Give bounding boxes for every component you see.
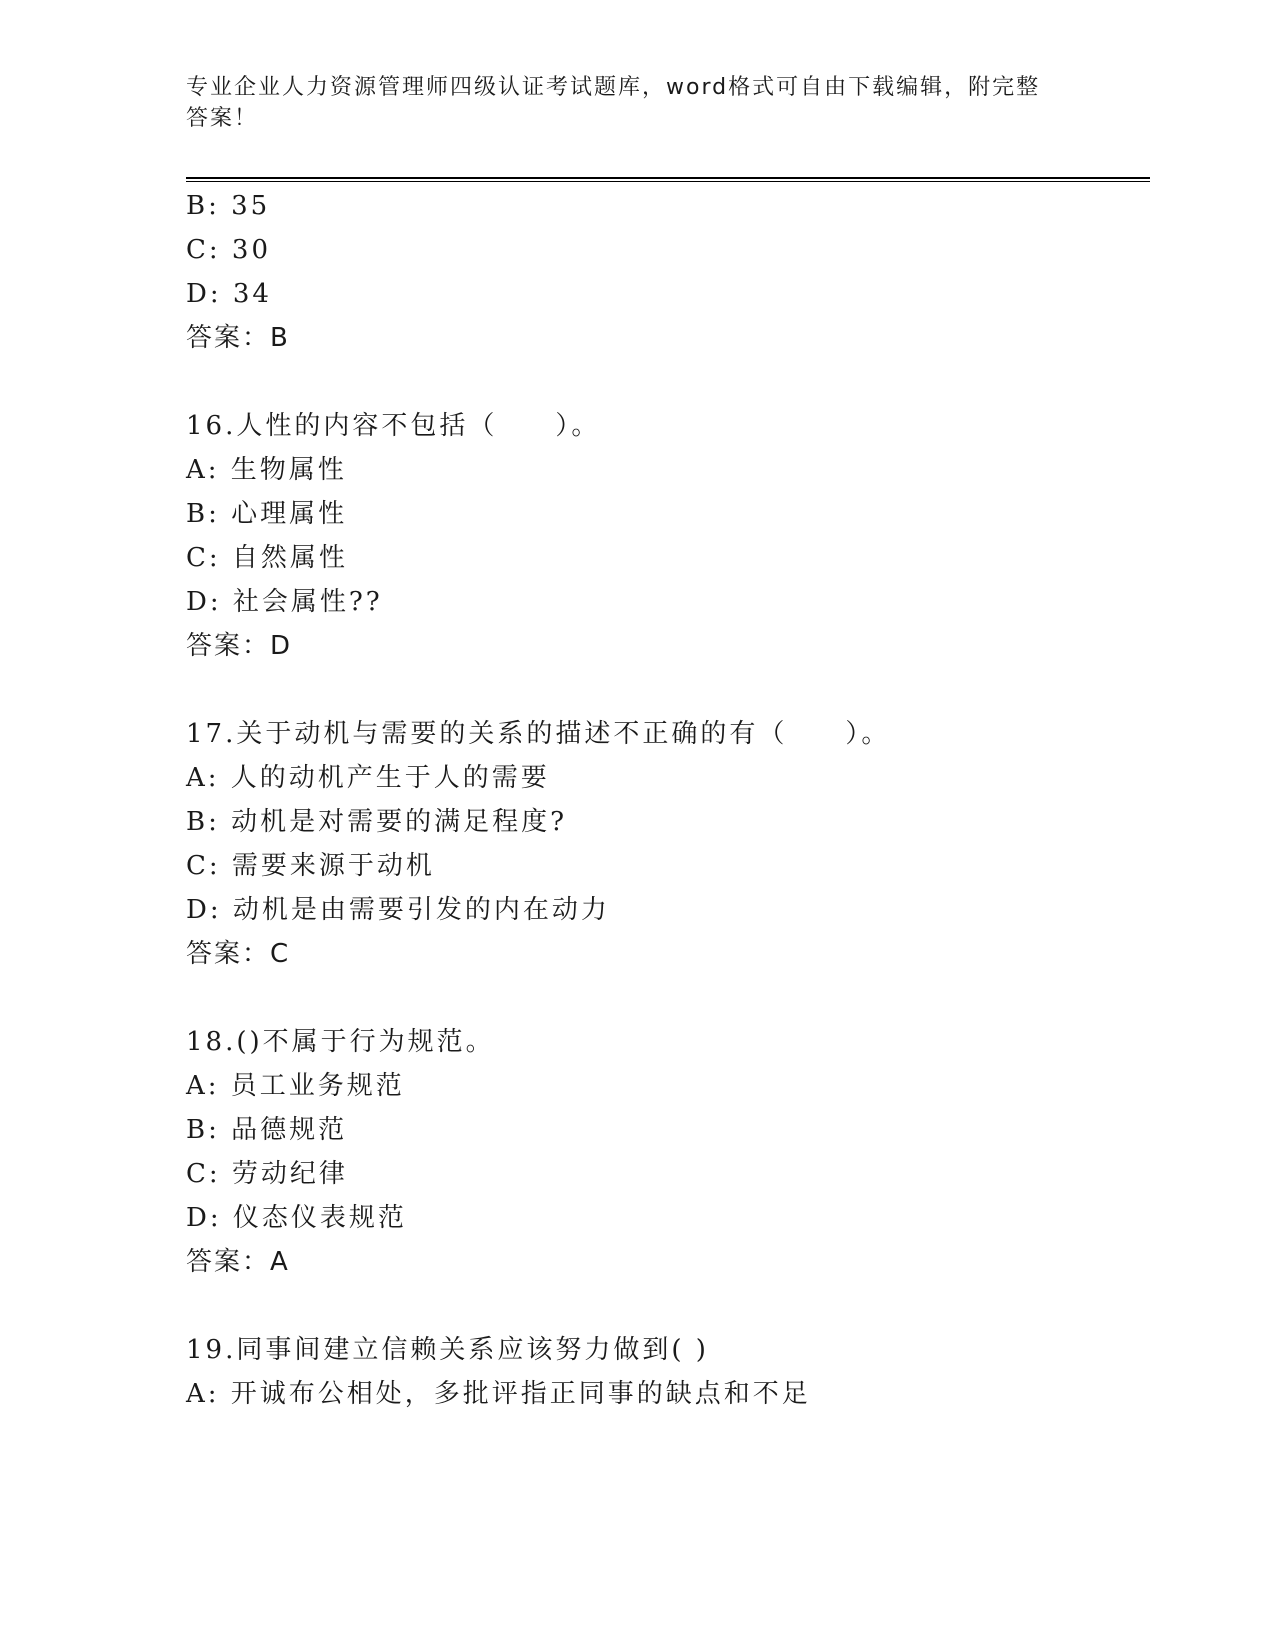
option-a: A: 开诚布公相处，多批评指正同事的缺点和不足 — [186, 1379, 811, 1409]
answer: 答案：B — [186, 323, 290, 353]
option-b: B: 心理属性 — [186, 499, 348, 529]
option-a: A: 员工业务规范 — [186, 1071, 405, 1101]
option-d: D: 社会属性?? — [186, 587, 383, 617]
question-17: 17.关于动机与需要的关系的描述不正确的有（ ）。 — [186, 719, 891, 749]
question-19: 19.同事间建立信赖关系应该努力做到( ) — [186, 1335, 709, 1365]
option-d: D: 动机是由需要引发的内在动力 — [186, 895, 610, 925]
question-18: 18.()不属于行为规范。 — [186, 1027, 495, 1057]
header-divider — [186, 177, 1150, 179]
answer: 答案：A — [186, 1247, 290, 1277]
option-b: B: 动机是对需要的满足程度? — [186, 807, 568, 837]
header-line-2: 答案！ — [186, 106, 259, 131]
option-a: A: 人的动机产生于人的需要 — [186, 763, 550, 793]
answer: 答案：D — [186, 631, 293, 661]
option-c: C: 需要来源于动机 — [186, 851, 435, 881]
option-d: D: 仪态仪表规范 — [186, 1203, 407, 1233]
option-b: B: 品德规范 — [186, 1115, 348, 1145]
option-d: D: 34 — [186, 279, 272, 309]
option-c: C: 劳动纪律 — [186, 1159, 348, 1189]
option-c: C: 30 — [186, 235, 272, 265]
answer: 答案：C — [186, 939, 291, 969]
document-header — [186, 72, 1066, 134]
option-c: C: 自然属性 — [186, 543, 348, 573]
question-16: 16.人性的内容不包括（ ）。 — [186, 411, 601, 441]
header-divider-thin — [186, 181, 1150, 182]
header-line-1: 专业企业人力资源管理师四级认证考试题库，word格式可自由下载编辑，附完整 — [186, 75, 1041, 100]
option-a: A: 生物属性 — [186, 455, 347, 485]
option-b: B: 35 — [186, 191, 271, 221]
